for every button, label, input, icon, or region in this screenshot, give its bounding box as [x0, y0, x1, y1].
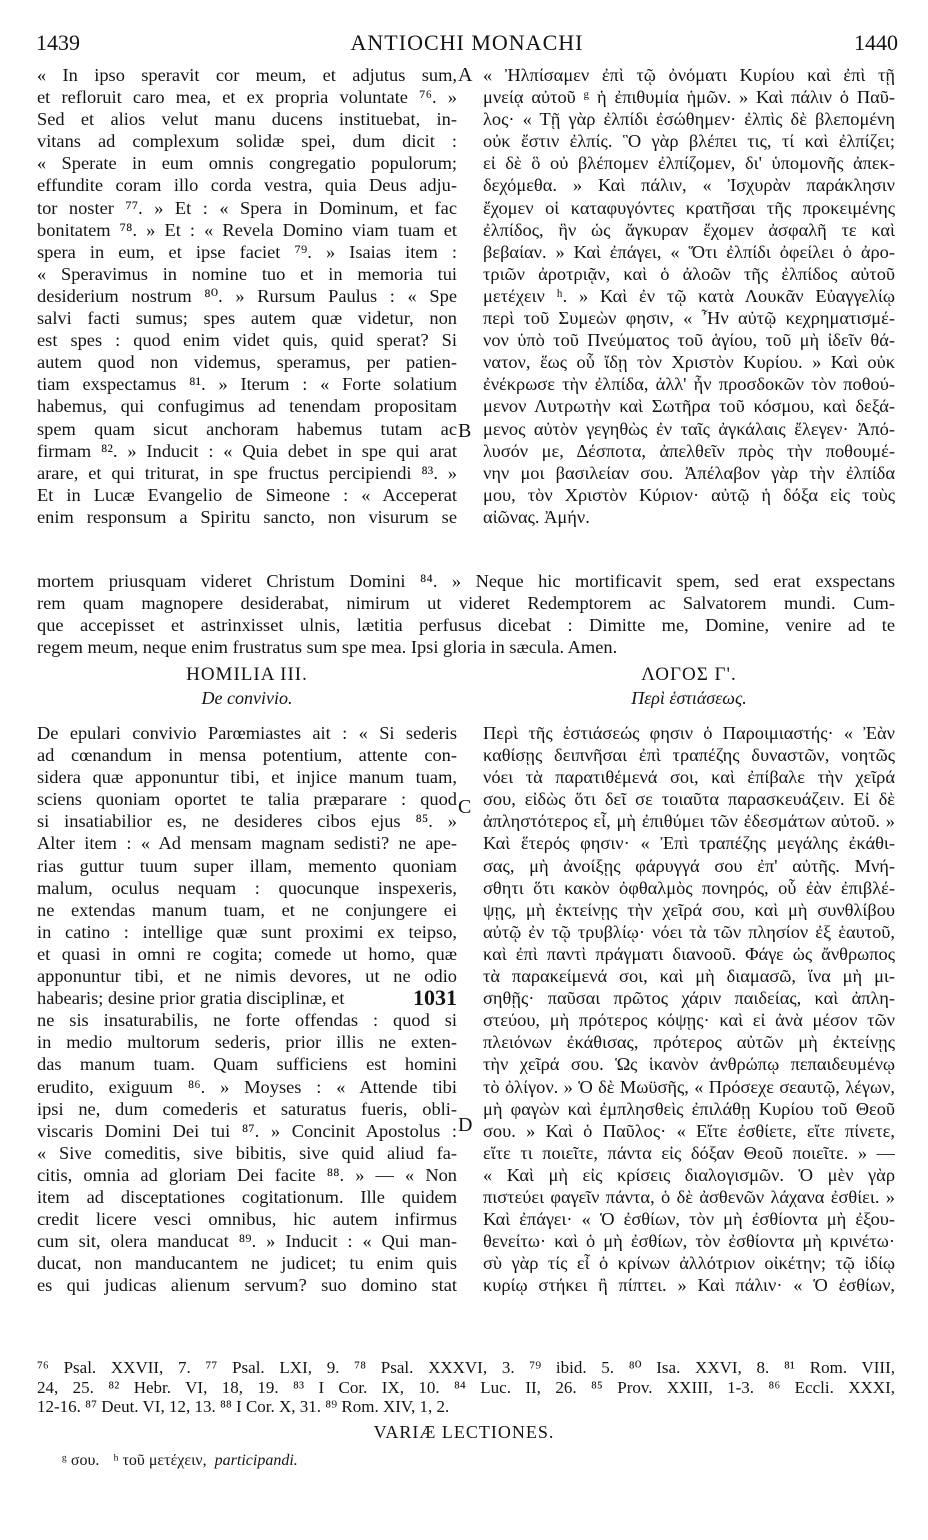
text-line: rem quam magnopere desiderabat, nimirum ut videret Redemptorem ac Salvatorem mundi. Cum- [37, 593, 895, 614]
text-line: De epulari convivio Parœmiastes ait : « Si sederis [37, 723, 457, 743]
greek-body-column [483, 722, 895, 1296]
text-line: Alter item : « Ad mensam magnam sedisti? ne ape- [37, 833, 457, 854]
text-line: tiam exspectamus ⁸¹. » Iterum : « Forte solatium [37, 374, 457, 395]
text-line: « Sive comeditis, sive bibitis, sive quid aliud fa- [37, 1142, 457, 1163]
text-line: apponuntur tibi, et ne nimis devores, ut ne odio [37, 966, 457, 987]
text-line: vitans ad complexum solidæ spei, dum dicit : [37, 131, 457, 152]
variae-lectiones-notes [62, 1452, 308, 1470]
text-line: spera in eum, et ipse faciet ⁷⁹. » Isaias item : [37, 241, 457, 262]
text-line: Καὶ ἐπάγει· « Ὁ ἐσθίων, τὸν μὴ ἐσθίοντα μὴ ἐξου- [483, 1209, 895, 1230]
text-line: rias guttur tuum super illam, memento quoniam [37, 855, 457, 876]
text-line: sciens quoniam oportet te talia præparare : quod [37, 789, 457, 810]
text-line: τριῶν ἀροτριᾷν, καὶ ὁ ἀλοῶν τῆς ἐλπίδος αὐτοῦ [483, 263, 895, 284]
text-line: ἐνέκρωσε τὴν ἐλπίδα, ἀλλ' ἦν προσδοκῶν τὸν ποθού- [483, 374, 895, 395]
text-line: λος· « Τῇ γὰρ ἐλπίδι ἐσώθημεν· ἐλπὶς δὲ βλεπομένη [483, 109, 895, 130]
footnote-line: 24, 25. ⁸² Hebr. VI, 18, 19. ⁸³ I Cor. IX, 10. ⁸⁴ Luc. II, 26. ⁸⁵ Prov. XXIII, 1-3. ⁸⁶ Eccli. XXXI, [37, 1377, 895, 1397]
text-line: es qui judicas alienum servum? suo domino stat [37, 1275, 457, 1296]
text-line: κυρίῳ στήκει ἢ πίπτει. » Καὶ πάλιν· « Ὁ ἐσθίων, [483, 1275, 895, 1296]
text-line: effundite coram illo corda vestra, quia Deus adju- [37, 175, 457, 196]
text-line: νατον, ἕως οὗ ἴδῃ τὸν Χριστὸν Κυρίου. » Καὶ οὐκ [483, 352, 895, 373]
text-line: νην μοι βασιλείαν σου. Ἀπέλαβον γὰρ τὴν ἐλπίδα [483, 462, 895, 483]
text-line: τὴν χεῖρά σου. Ὡς ἱκανὸν ἀνθρώπῳ πεπαιδευμένῳ [483, 1054, 895, 1075]
text-line: das manum tuam. Quam sufficiens est homini [37, 1054, 457, 1075]
column-number: 1031 [413, 987, 457, 1010]
text-line: μενος αὐτὸν γεγηθὼς ἐν ταῖς ἀγκάλαις ἔλεγεν· Ἀπό- [483, 418, 895, 439]
text-line: βεβαίαν. » Καὶ ἐπάγει, « Ὅτι ἐλπίδι ὀφείλει ὁ ἀρο- [483, 241, 895, 262]
running-title: ANTIOCHI MONACHI [350, 30, 584, 55]
variae-lectiones-heading: VARIÆ LECTIONES. [373, 1422, 555, 1442]
text-line: μὴ φαγὼν καὶ ἐμπλησθεὶς ἐπιλάθῃ Κυρίου τοῦ Θεοῦ [483, 1098, 895, 1119]
text-line: ἔχομεν οἱ καταφυγόντες κρατῆσαι τῆς προκειμένης [483, 197, 895, 218]
text-line: tor noster ⁷⁷. » Et : « Spera in Dominum, et fac [37, 197, 457, 218]
text-line: ne sis insaturabilis, ne forte offendas : quod si [37, 1010, 457, 1031]
variant-note-h-latin: participandi. [214, 1452, 298, 1469]
text-line: mortem priusquam videret Christum Domini ⁸⁴. » Neque hic mortificavit spem, sed erat exspectans [37, 571, 895, 591]
text-line: ψῃς, μὴ ἐκτείνῃς τὴν χεῖρά σου, καὶ μὴ συνθλίβου [483, 899, 895, 920]
text-line: εἰ δὲ ὃ οὐ βλέπομεν ἐλπίζομεν, δι' ὑπομονῆς ἀπεκ- [483, 153, 895, 174]
text-line: θενείτω· καὶ ὁ μὴ ἐσθίων, τὸν ἐσθίοντα μὴ κρινέτω· [483, 1231, 895, 1252]
text-line: est spes : quod enim videt quis, quid sperat? Si [37, 330, 457, 351]
text-line: εἴτε τι ποιεῖτε, πάντα εἰς δόξαν Θεοῦ ποιεῖτε. » — [483, 1142, 895, 1163]
text-line-with-column-number [37, 987, 457, 1009]
text-line: item ad disceptationes cogitationum. Ille quidem [37, 1186, 457, 1207]
text-line: viscaris Domini Dei tui ⁸⁷. » Concinit Apostolus : [37, 1120, 457, 1141]
greek-homily-title: ΛΟΓΟΣ Γ'. [641, 664, 737, 685]
text-line: citis, omnia ad gloriam Dei facite ⁸⁸. » — « Non [37, 1164, 457, 1185]
text-line: Καὶ ἕτερός φησιν· « Ἐπὶ τραπέζης μεγάλης ἐκάθι- [483, 833, 895, 854]
text-line: σου. » Καὶ ὁ Παῦλος· « Εἴτε ἐσθίετε, εἴτε πίνετε, [483, 1120, 895, 1141]
margin-letter-c: C [458, 796, 472, 818]
latin-homily-title: HOMILIA III. [186, 664, 308, 685]
text-line: μετέχειν ʰ. » Καὶ ἐν τῷ κατὰ Λουκᾶν Εὐαγγελίῳ [483, 285, 895, 306]
text-line: μνείᾳ αὐτοῦ ᵍ ἡ ἐπιθυμία ἡμῶν. » Καὶ πάλιν ὁ Παῦ- [483, 87, 895, 108]
text-line: bonitatem ⁷⁸. » Et : « Revela Domino viam tuam et [37, 219, 457, 240]
text-line: enim responsum a Spiritu sancto, non visurum se [37, 506, 457, 527]
top-latin-column [37, 64, 457, 528]
text-line: τὰ παρακείμενά σοι, καὶ μὴ διαμασῶ, ἵνα μὴ μι- [483, 966, 895, 987]
text-line: πιστεύει φαγεῖν πάντα, ὁ δὲ ἀσθενῶν λάχανα ἐσθίει. » [483, 1186, 895, 1207]
text-line: Sed et alios velut manu ducens instituebat, in- [37, 109, 457, 130]
text-line: credit licere vesci omnibus, hic autem infirmus [37, 1209, 457, 1230]
text-line: σθητι ὅτι κακὸν ὀφθαλμὸς πονηρός, οὗ ἐὰν ἐπιβλέ- [483, 877, 895, 898]
text-line: ne extendas manum tuam, et ne conjungere ei [37, 899, 457, 920]
variant-note-h-greek: ʰ τοῦ μετέχειν, [113, 1452, 207, 1469]
text-line: αὐτῷ ἐν τῷ τρυβλίῳ· νόει τὰ τῶν πλησίον ἐξ ἑαυτοῦ, [483, 921, 895, 942]
text-line: habearis; desine prior gratia disciplinæ, et [37, 988, 345, 1009]
text-line: sidera quæ apponuntur tibi, et injice manum tuam, [37, 767, 457, 788]
text-line: καὶ ἐπὶ παντὶ πράγματι διανοοῦ. Φάγε ὡς ἄνθρωπος [483, 943, 895, 964]
text-line: σηθῇς· παῦσαι πρῶτος χάριν παιδείας, καὶ ἀπλη- [483, 988, 895, 1009]
text-line: « Sperate in eum omnis congregatio populorum; [37, 153, 457, 174]
text-line: « Speravimus in nomine tuo et in memoria tui [37, 263, 457, 284]
margin-letter-b: B [458, 420, 472, 442]
text-line: firmam ⁸². » Inducit : « Quia debet in spe qui arat [37, 440, 457, 461]
text-line: desiderium nostrum ⁸⁰. » Rursum Paulus : « Spe [37, 285, 457, 306]
margin-letter-d: D [458, 1114, 473, 1136]
text-line: « Καὶ μὴ εἰς κρίσεις διαλογισμῶν. Ὁ μὲν γὰρ [483, 1164, 895, 1185]
text-line: λυσόν με, Δέσποτα, ἀπελθεῖν πρὸς τὴν ποθουμέ- [483, 440, 895, 461]
text-line: spem quam sicut anchoram habemus tutam ac [37, 418, 457, 439]
text-line: salvi facti sumus; spes autem quæ videtur, non [37, 308, 457, 329]
text-line: arare, et qui triturat, in spe fructus percipiendi ⁸³. » [37, 462, 457, 483]
text-line: Περὶ τῆς ἑστιάσεώς φησιν ὁ Παροιμιαστής· « Ἐὰν [483, 723, 895, 743]
page-header [36, 30, 898, 62]
text-line: δεχόμεθα. » Καὶ πάλιν, « Ἰσχυρὰν παράκλησιν [483, 175, 895, 196]
text-line: habemus, qui confugimus ad tenendam propositam [37, 396, 457, 417]
text-line: erudito, exiguum ⁸⁶. » Moyses : « Attende tibi [37, 1076, 457, 1097]
text-line: ipsi ne, dum comederis et saturatus fueris, obli- [37, 1098, 457, 1119]
text-line: περὶ τοῦ Συμεὼν φησιν, « Ἦν αὐτῷ κεχρηματισμέ- [483, 308, 895, 329]
text-line: « Ἠλπίσαμεν ἐπὶ τῷ ὀνόματι Κυρίου καὶ ἐπὶ τῇ [483, 65, 895, 85]
text-line: σου, εἰδὼς ὅτι δεῖ σε τοιαῦτα παρασκευάζειν. Εἰ δὲ [483, 789, 895, 810]
latin-homily-subtitle: De convivio. [201, 688, 293, 708]
text-line: σὺ γὰρ τίς εἶ ὁ κρίνων ἀλλότριον οἰκέτην; τῷ ἰδίῳ [483, 1253, 895, 1274]
greek-homily-subtitle: Περὶ ἑστιάσεως. [631, 688, 747, 708]
text-line: πλειόνων ἐκάθισας, πρότερος αὐτῶν μὴ ἐκτείνῃς [483, 1032, 895, 1053]
footnote-line: 12-16. ⁸⁷ Deut. VI, 12, 13. ⁸⁸ I Cor. X, 31. ⁸⁹ Rom. XIV, 1, 2. [37, 1397, 450, 1416]
text-line: ἐλπίδος, ἣν ὡς ἄγκυραν ἔχομεν ἀσφαλῆ τε καὶ [483, 219, 895, 240]
text-line: malum, oculus nequam : quocunque inspexeris, [37, 877, 457, 898]
text-line: Et in Lucæ Evangelio de Simeone : « Acceperat [37, 484, 457, 505]
text-line: ad cœnandum in mensa potentium, attente con- [37, 745, 457, 766]
text-line: μενον Λυτρωτὴν καὶ Σωτῆρα τοῦ κόσμου, καὶ δεξά- [483, 396, 895, 417]
text-line: « In ipso speravit cor meum, et adjutus sum, [37, 65, 457, 85]
text-line: οὐκ ἔστιν ἐλπίς. Ὃ γὰρ βλέπει τις, τί καὶ ἐλπίζει; [483, 131, 895, 152]
text-line: ἀπληστότερος εἶ, μὴ ἐπιθύμει τῶν ἐδεσμάτων αὐτοῦ. » [483, 811, 895, 832]
text-line: regem meum, neque enim frustratus sum spe mea. Ipsi gloria in sæcula. Amen. [37, 637, 618, 658]
text-line: νον ὑπὸ τοῦ Πνεύματος τοῦ ἁγίου, τοῦ μὴ ἰδεῖν θά- [483, 330, 895, 351]
variant-note-g: ᵍ σου. [62, 1452, 100, 1469]
right-page-number: 1440 [854, 30, 898, 55]
full-width-paragraph [37, 570, 895, 658]
text-line: νόει τὰ παρατιθέμενά σοι, καὶ ἐπίβαλε τὴν χεῖρά [483, 767, 895, 788]
text-line: σας, μὴ ἀνοίξῃς φάρυγγά σου ἐπ' αὐτῆς. Μνή- [483, 855, 895, 876]
text-line: μου, τὸν Χριστὸν Κύριον· αὐτῷ ἡ δόξα εἰς τοὺς [483, 484, 895, 505]
footnotes [37, 1358, 895, 1417]
text-line: et refloruit caro mea, et ex propria voluntate ⁷⁶. » [37, 87, 457, 108]
text-line: στεύου, μὴ πρότερος κόψῃς· καὶ εἰ ἀνὰ μέσον τῶν [483, 1010, 895, 1031]
text-line: in catino : intellige quæ sunt proximi ex teipso, [37, 921, 457, 942]
text-line: in medio multorum sederis, prior illis ne exten- [37, 1032, 457, 1053]
text-line: cum sit, olera manducat ⁸⁹. » Inducit : « Qui man- [37, 1231, 457, 1252]
top-greek-column [483, 64, 895, 528]
latin-body-column [37, 722, 457, 1296]
text-line: ducat, non manducantem ne judicet; tu enim quis [37, 1253, 457, 1274]
text-line: τὸ ὀλίγον. » Ὁ δὲ Μωϋσῆς, « Πρόσεχε σεαυτῷ, λέγων, [483, 1076, 895, 1097]
left-page-number: 1439 [36, 30, 80, 55]
margin-letter-a: A [458, 64, 473, 86]
footnote-line: ⁷⁶ Psal. XXVII, 7. ⁷⁷ Psal. LXI, 9. ⁷⁸ Psal. XXXVI, 3. ⁷⁹ ibid. 5. ⁸⁰ Isa. XXVI, 8. ⁸¹ Rom. VIII, [37, 1358, 895, 1377]
text-line: αἰῶνας. Ἀμήν. [483, 506, 590, 527]
text-line: que accepisset et astrinxisset ulnis, lætitia perfusus dicebat : Dimitte me, Domine, venire ad te [37, 615, 895, 636]
text-line: καθίσῃς δειπνῆσαι ἐπὶ τραπέζης δυναστῶν, νοητῶς [483, 745, 895, 766]
text-line: et quasi in omni re cogita; comede ut homo, quæ [37, 943, 457, 964]
text-line: si insatiabilior es, ne desideres cibos ejus ⁸⁵. » [37, 811, 457, 832]
text-line: autem quod non videmus, speramus, per patien- [37, 352, 457, 373]
